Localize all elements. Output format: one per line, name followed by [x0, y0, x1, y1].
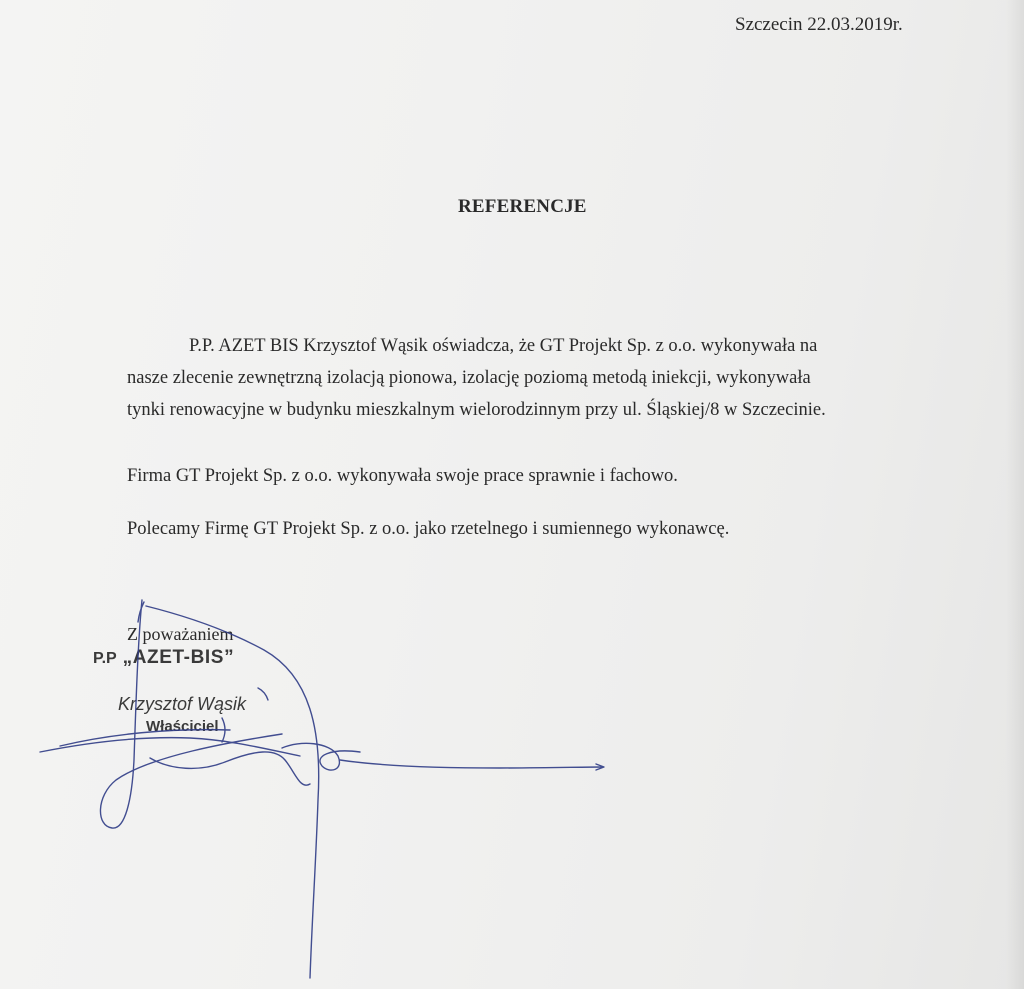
stamp-owner-name: Krzysztof Wąsik — [118, 694, 247, 714]
stamp-company-name: „AZET-BIS” — [122, 647, 235, 668]
paragraph-1-line-3: tynki renowacyjne w budynku mieszkalnym wielorodzinnym przy ul. Śląskiej/8 w Szczecinie. — [127, 400, 826, 420]
letter-paragraph-3: Polecamy Firmę GT Projekt Sp. z o.o. jako rzetelnego i sumiennego wykonawcę. — [127, 519, 730, 539]
letter-paragraph-1 — [127, 330, 947, 426]
letter-title: REFERENCJE — [458, 196, 587, 217]
stamp-prefix: P.P — [93, 650, 117, 667]
paragraph-1-line-1: P.P. AZET BIS Krzysztof Wąsik oświadcza, że GT Projekt Sp. z o.o. wykonywała na — [189, 336, 818, 356]
stamp-owner-role: Właściciel — [146, 718, 219, 735]
paragraph-1-line-2: nasze zlecenie zewnętrzną izolacją pionowa, izolację poziomą metodą iniekcji, wykonywała — [127, 368, 811, 388]
company-stamp — [93, 647, 234, 669]
closing-salutation: Z poważaniem — [127, 624, 234, 644]
letter-paragraph-2: Firma GT Projekt Sp. z o.o. wykonywała swoje prace sprawnie i fachowo. — [127, 466, 678, 486]
letter-date: Szczecin 22.03.2019r. — [735, 14, 903, 35]
